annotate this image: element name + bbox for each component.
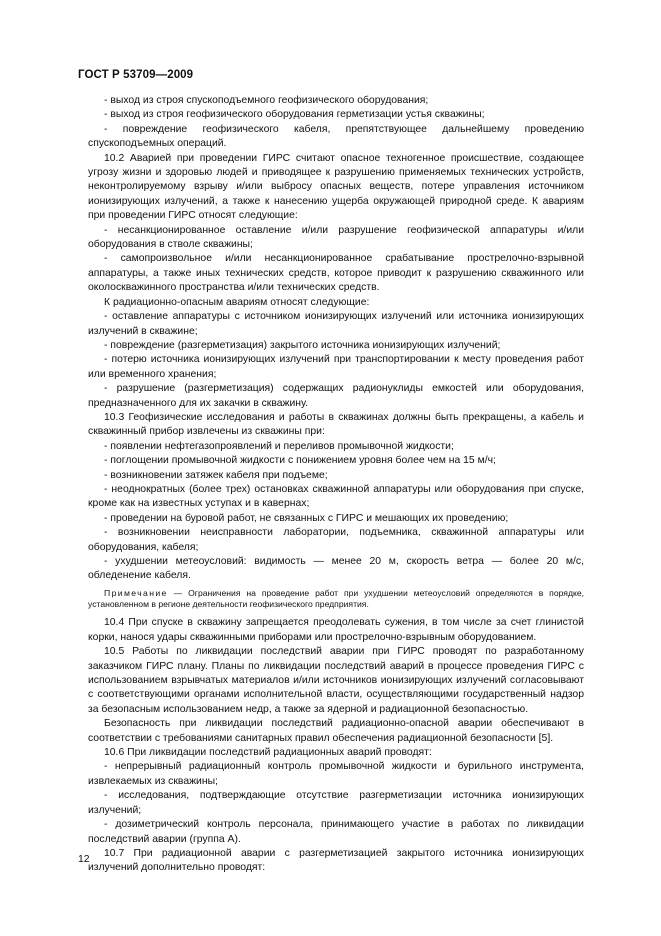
list-item: - повреждение геофизического кабеля, препятствующее дальнейшему проведению спускоподъемных операций. xyxy=(88,123,584,150)
section-10-3: 10.3 Геофизические исследования и работы в скважинах должны быть прекращены, а кабель и скважинный прибор извлечены из скважины при: xyxy=(88,411,584,438)
list-item: - оставление аппаратуры с источником ионизирующих излучений или источника ионизирующих излучений в скважине; xyxy=(88,311,584,337)
document-header: ГОСТ Р 53709—2009 xyxy=(78,69,194,81)
section-10-6: 10.6 При ликвидации последствий радиационных аварий проводят: xyxy=(104,747,432,759)
list-item: - выход из строя спускоподъемного геофизического оборудования; xyxy=(104,95,429,106)
list-item: - возникновении затяжек кабеля при подъеме; xyxy=(104,469,328,481)
paragraph: Безопасность при ликвидации последствий радиационно-опасной аварии обеспечивают в соответствии с требованиями санитарных правил обеспечения радиационной безопасности [5]. xyxy=(88,718,584,744)
section-10-4: 10.4 При спуске в скважину запрещается преодолевать сужения, в том числе за счет глинистой корки, нанося удары скважинными приборами или прострелочно-взрывным оборудованием. xyxy=(88,617,584,643)
list-item: - возникновении неисправности лаборатории, подъемника, скважинной аппаратуры или оборудования, кабеля; xyxy=(88,527,584,553)
page-number: 12 xyxy=(78,854,90,865)
list-item: - дозиметрический контроль персонала, принимающего участие в работах по ликвидации последствий аварии (группа А). xyxy=(88,819,584,845)
list-item: - несанкционированное оставление и/или разрушение геофизической аппаратуры и/или оборудования в стволе скважины; xyxy=(88,224,584,251)
list-item: - повреждение (разгерметизация) закрытого источника ионизирующих излучений; xyxy=(104,339,501,351)
list-item: - неоднократных (более трех) остановках скважинной аппаратуры или оборудования при спуске, кроме как на известных уступах и в кавернах; xyxy=(88,483,584,510)
section-10-5: 10.5 Работы по ликвидации последствий аварии при ГИРС проводят по разработанному заказчиком ГИРС плану. Планы по ликвидации последствий аварий в процессе проведения ГИРС с использованием взрывчатых материалов и/или источников ионизирующих излучений согласовывают с соответствующими органами исполнительной власти, осуществляющими государственный надзор за безопасным использованием недр, а также за ядерной и радиационной безопасностью. xyxy=(88,646,584,715)
paragraph: К радиационно-опасным авариям относят следующие: xyxy=(104,296,370,308)
note xyxy=(88,588,584,611)
list-item: - выход из строя геофизического оборудования герметизации устья скважины; xyxy=(104,109,485,121)
section-10-2: 10.2 Аварией при проведении ГИРС считают опасное техногенное происшествие, создающее угрозу жизни и здоровью людей и приводящее к разрушению применяемых технических устройств, неконтролируемому взрыву и/или выбросу опасных веществ, потере управления источником ионизирующих излучений, а также к нанесению ущерба окружающей природной среде. К авариям при проведении ГИРС относят следующие: xyxy=(88,152,584,222)
list-item: - непрерывный радиационный контроль промывочной жидкости и бурильного инструмента, извлекаемых из скважины; xyxy=(88,761,584,787)
list-item: - поглощении промывочной жидкости с понижением уровня более чем на 15 м/ч; xyxy=(104,455,496,467)
list-item: - ухудшении метеоусловий: видимость — менее 20 м, скорость ветра — более 20 м/с, обледенение кабеля. xyxy=(88,556,584,582)
note-text: — Ограничения на проведение работ при ухудшении метеоусловий определяются в порядке, установленном в регионе деятельности геофизического предприятия. xyxy=(88,587,584,610)
list-item: - появлении нефтегазопроявлений и переливов промывочной жидкости; xyxy=(104,440,454,452)
list-item: - исследования, подтверждающие отсутствие разгерметизации источника ионизирующих излучений; xyxy=(88,790,584,816)
list-item: - проведении на буровой работ, не связанных с ГИРС и мешающих их проведению; xyxy=(104,512,509,524)
document-body xyxy=(88,94,584,876)
section-10-7: 10.7 При радиационной аварии с разгерметизацией закрытого источника ионизирующих излучений дополнительно проводят: xyxy=(88,847,584,874)
list-item: - потерю источника ионизирующих излучений при транспортировании к месту проведения работ или временного хранения; xyxy=(88,354,584,380)
list-item: - разрушение (разгерметизация) содержащих радионуклиды емкостей или оборудования, предназначенного для их закачки в скважину. xyxy=(88,383,584,409)
list-item: - самопроизвольное и/или несанкционированное срабатывание прострелочно-взрывной аппаратуры, а также иных технических средств, которое приводит к разрушению скважинного или околоскважинного пространства и/или технических средств. xyxy=(88,253,584,294)
note-label: Примечание xyxy=(104,587,168,598)
